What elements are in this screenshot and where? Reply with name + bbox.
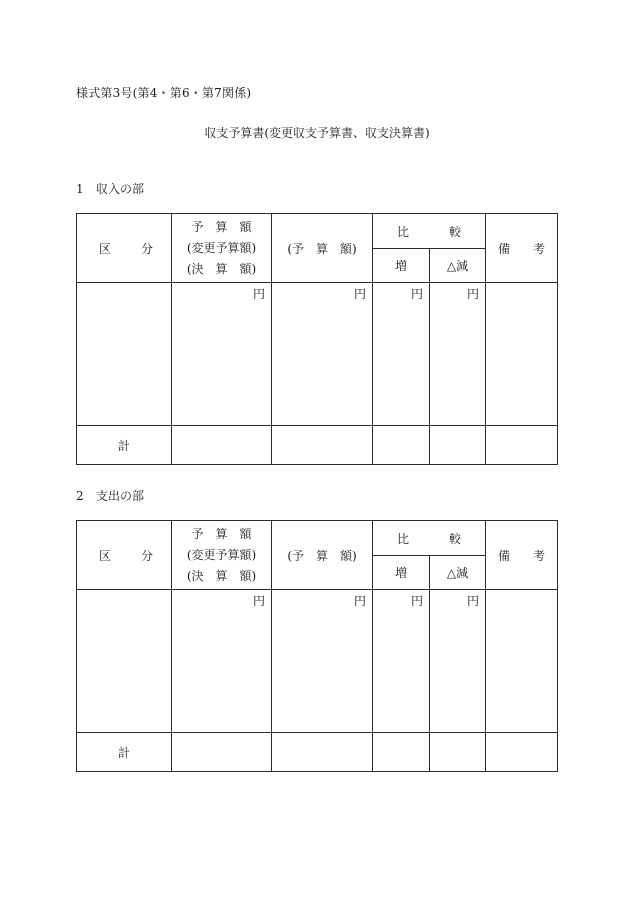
budget-unit-cell[interactable] — [172, 283, 272, 426]
yen-unit: 円 — [466, 594, 479, 608]
remarks-char-1: 備 — [498, 548, 511, 563]
section-number: 1 — [76, 182, 84, 196]
total-budget-cell[interactable] — [172, 733, 272, 772]
yen-unit: 円 — [466, 287, 479, 301]
changed-budget-line: (変更予算額) — [186, 240, 257, 255]
budget-header — [172, 521, 272, 590]
remarks-header — [486, 214, 558, 283]
prev-budget-unit-cell[interactable] — [272, 283, 373, 426]
budget-header — [172, 214, 272, 283]
prev-budget-header: (予 算 額) — [272, 521, 373, 590]
header-row — [77, 521, 558, 556]
total-increase-cell[interactable] — [373, 426, 430, 465]
kubun-char-1: 区 — [99, 241, 112, 256]
comparison-char-2: 較 — [448, 224, 461, 239]
decrease-unit-cell[interactable] — [430, 590, 486, 733]
comparison-char-1: 比 — [397, 531, 410, 546]
yen-unit: 円 — [252, 594, 265, 608]
comparison-header — [373, 214, 486, 249]
total-remarks-cell[interactable] — [486, 733, 558, 772]
decrease-header: △減 — [430, 249, 486, 283]
section-title: 収入の部 — [96, 182, 145, 196]
expenditure-table — [76, 520, 558, 772]
header-row — [77, 214, 558, 249]
settlement-line: (決 算 額) — [186, 261, 257, 276]
remarks-cell[interactable] — [486, 590, 558, 733]
section-heading-income — [76, 180, 144, 197]
total-label: 計 — [77, 426, 172, 465]
increase-unit-cell[interactable] — [373, 590, 430, 733]
increase-header: 増 — [373, 249, 430, 283]
increase-unit-cell[interactable] — [373, 283, 430, 426]
section-number: 2 — [76, 489, 84, 503]
budget-line: 予 算 額 — [191, 526, 252, 541]
body-row — [77, 283, 558, 426]
prev-budget-header: (予 算 額) — [272, 214, 373, 283]
total-prev-budget-cell[interactable] — [272, 426, 373, 465]
total-decrease-cell[interactable] — [430, 426, 486, 465]
total-label: 計 — [77, 733, 172, 772]
kubun-header — [77, 521, 172, 590]
total-budget-cell[interactable] — [172, 426, 272, 465]
decrease-header: △減 — [430, 556, 486, 590]
settlement-line: (決 算 額) — [186, 568, 257, 583]
total-prev-budget-cell[interactable] — [272, 733, 373, 772]
yen-unit: 円 — [353, 594, 366, 608]
decrease-unit-cell[interactable] — [430, 283, 486, 426]
yen-unit: 円 — [410, 287, 423, 301]
kubun-header — [77, 214, 172, 283]
total-row — [77, 426, 558, 465]
remarks-char-2: 考 — [532, 241, 545, 256]
section-title: 支出の部 — [96, 489, 145, 503]
kubun-char-1: 区 — [99, 548, 112, 563]
section-heading-expenditure — [76, 487, 144, 504]
comparison-header — [373, 521, 486, 556]
kubun-char-2: 分 — [140, 548, 153, 563]
total-decrease-cell[interactable] — [430, 733, 486, 772]
total-increase-cell[interactable] — [373, 733, 430, 772]
yen-unit: 円 — [410, 594, 423, 608]
kubun-char-2: 分 — [140, 241, 153, 256]
remarks-cell[interactable] — [486, 283, 558, 426]
prev-budget-unit-cell[interactable] — [272, 590, 373, 733]
comparison-char-2: 較 — [448, 531, 461, 546]
document-title: 収支予算書(変更収支予算書、収支決算書) — [204, 126, 430, 140]
comparison-char-1: 比 — [397, 224, 410, 239]
changed-budget-line: (変更予算額) — [186, 547, 257, 562]
remarks-char-2: 考 — [532, 548, 545, 563]
remarks-header — [486, 521, 558, 590]
remarks-char-1: 備 — [498, 241, 511, 256]
kubun-cell[interactable] — [77, 590, 172, 733]
yen-unit: 円 — [353, 287, 366, 301]
income-table — [76, 213, 558, 465]
total-remarks-cell[interactable] — [486, 426, 558, 465]
body-row — [77, 590, 558, 733]
budget-unit-cell[interactable] — [172, 590, 272, 733]
kubun-cell[interactable] — [77, 283, 172, 426]
form-number: 様式第3号(第4・第6・第7関係) — [76, 86, 252, 100]
budget-line: 予 算 額 — [191, 219, 252, 234]
total-row — [77, 733, 558, 772]
yen-unit: 円 — [252, 287, 265, 301]
increase-header: 増 — [373, 556, 430, 590]
